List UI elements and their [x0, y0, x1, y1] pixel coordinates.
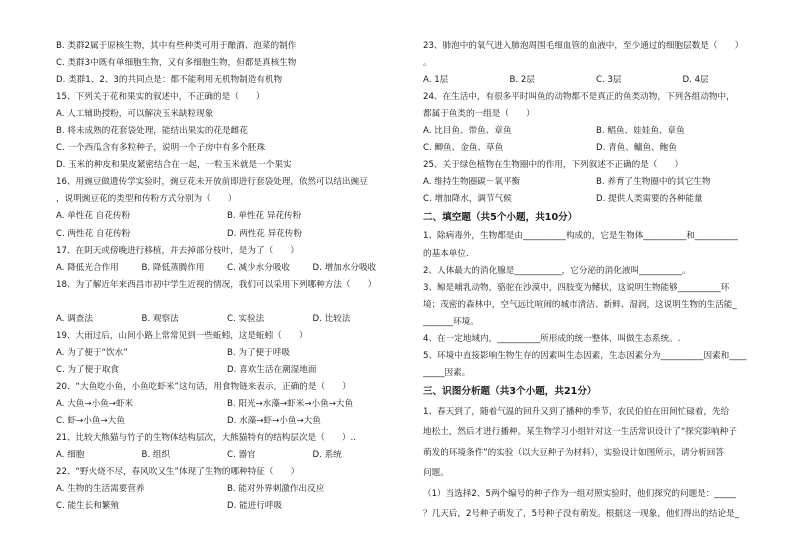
section-heading: 二、填空题（共5个小题，共10分） — [423, 212, 578, 224]
text-line — [56, 294, 398, 311]
option-item: B. 阳光→水藻→虾米→小鱼→大鱼 — [227, 398, 354, 409]
text-line: C. 一个西瓜含有多粒种子，说明一个子房中有多个胚珠 — [56, 143, 266, 154]
text-line: 15、下列关于花和果实的叙述中，不正确的是（ ） — [56, 92, 265, 103]
option-item: D. 比较法 — [312, 313, 351, 324]
option-item: C. 两性花 自花传粉 — [56, 228, 131, 239]
option-item: C. 虾→小鱼→大鱼 — [56, 416, 125, 427]
option-item: C. 增加降水，调节气候 — [423, 194, 512, 205]
text-line: 1、除病毒外，生物都是由__________构成的，它是生物体__________和__________ — [423, 231, 738, 242]
section-heading: 三、识图分析题（共3个小题，共21分） — [423, 385, 597, 397]
text-line: B. 将未成熟的花套袋处理，能结出果实的花是雌花 — [56, 126, 248, 137]
option-item: B. 鲳鱼、娃娃鱼、章鱼 — [596, 126, 685, 137]
option-item: A. 比目鱼、带鱼、章鱼 — [423, 126, 512, 137]
text-line: 问题。 — [423, 468, 449, 479]
option-item: B. 降低蒸腾作用 — [141, 262, 205, 273]
option-row — [56, 311, 398, 328]
text-line: D. 玉米的种皮和果皮紧密结合在一起，一粒玉米就是一个果实 — [56, 160, 292, 171]
option-item: D. 喜欢生活在潮湿地面 — [227, 364, 317, 375]
text-line: 都属于鱼类的一组是（ ） — [423, 109, 535, 120]
option-item: D. 提供人类需要的各种能量 — [596, 194, 703, 205]
text-line: 。 — [423, 58, 432, 69]
option-item: D. 青鱼、鳙鱼、鲍鱼 — [596, 143, 677, 154]
option-row — [423, 191, 769, 208]
option-item: A. 为了便于“饮水” — [56, 347, 128, 358]
text-line: 24、在生活中，有很多平时叫鱼的动物都不是真正的鱼类动物，下列各组动物中， — [423, 92, 735, 103]
option-item: A. 单性花 自花传粉 — [56, 211, 131, 222]
option-row — [56, 481, 398, 498]
option-row — [56, 226, 398, 243]
text-line: 18、为了解近年来西昌市初中学生近视的情况，我们可以采用下列哪种方法（ ） — [56, 279, 377, 290]
left-column — [56, 38, 398, 515]
option-item: B. 组织 — [141, 450, 171, 461]
text-line: _____因素。 — [423, 367, 471, 378]
option-item: D. 4层 — [682, 75, 709, 86]
option-item: C. 鲫鱼、金鱼、草鱼 — [423, 143, 504, 154]
option-item: B. 为了便于呼吸 — [227, 347, 290, 358]
text-line: （1）当选择2、5两个编号的种子作为一组对照实验时，他们探究的问题是：_____ — [423, 488, 736, 499]
option-row — [423, 72, 769, 89]
text-line: 4、在一定地域内，__________所形成的统一整体，叫做生态系统。. — [423, 333, 681, 344]
option-item: D. 系统 — [312, 450, 342, 461]
text-line: A. 人工辅助授粉，可以解决玉米缺粒现象 — [56, 109, 214, 120]
text-line: 16、用豌豆做遗传学实验时，豌豆花未开放前即进行套袋处理，依然可以结出豌豆 — [56, 177, 368, 188]
text-line: C. 类群3中既有单细胞生物，又有多细胞生物，但都是真核生物 — [56, 58, 297, 69]
text-line: 19、大雨过后，山间小路上常常见到一些蚯蚓，这是蚯蚓（ ） — [56, 330, 308, 341]
text-line: 1、春天到了，随着气温的回升又到了播种的季节，农民伯伯在田间忙碌着，先给 — [423, 406, 730, 417]
option-row — [56, 498, 398, 515]
text-line: 地松土，然后才进行播种。某生物学习小组针对这一生活常识设计了“探究影响种子 — [423, 427, 737, 438]
option-row — [56, 447, 398, 464]
text-line: D. 类群1、2、3的共同点是：都不能利用无机物制造有机物 — [56, 75, 283, 86]
option-item: A. 调查法 — [56, 313, 93, 324]
text-line: 23、肺泡中的氧气进入肺泡周围毛细血管的血液中，至少通过的细胞层数是（ ） — [423, 41, 744, 51]
text-line: 5、环境中直接影响生物生存的因素叫生态因素，生态因素分为__________因素和____ — [423, 350, 747, 361]
option-item: A. 大鱼→小鱼→虾米 — [56, 398, 134, 409]
option-item: C. 实验法 — [227, 313, 265, 324]
option-row — [423, 140, 769, 157]
option-item: A. 生物的生活需要营养 — [56, 484, 145, 495]
text-line: 25、关于绿色植物在生物圈中的作用，下列叙述不正确的是（ ） — [423, 160, 684, 171]
option-item: B. 2层 — [509, 75, 535, 86]
option-item: C. 减少水分吸收 — [227, 262, 291, 273]
option-item: A. 细胞 — [56, 450, 85, 461]
option-row — [423, 174, 769, 191]
option-row — [56, 260, 398, 277]
option-item: D. 水藻→虾→小鱼→大鱼 — [227, 416, 321, 427]
text-line: 21、比较大熊猫与竹子的生物体结构层次，大熊猫特有的结构层次是（ ）.. — [56, 433, 356, 444]
text-line: 境；茂密的森林中，空气远比喧闹的城市清洁、新鲜、湿润，这说明生物的生活能_ — [423, 299, 737, 310]
option-row — [56, 208, 398, 225]
text-line: 3、鲸是哺乳动物，骆驼在沙漠中，四肢变为鳍状，这说明生物能够__________环 — [423, 282, 730, 293]
option-item: D. 两性花 异花传粉 — [227, 228, 302, 239]
text-line: ？几天后，2号种子萌发了，5号种子没有萌发。根据这一现象，他们得出的结论是_ — [423, 509, 740, 520]
option-item: A. 维持生物圈碳－氧平衡 — [423, 177, 521, 188]
option-item: C. 能生长和繁殖 — [56, 501, 120, 512]
option-row — [56, 362, 398, 379]
text-line: 萌发的环境条件”的实验（以大豆种子为材料），实验设计如图所示，请分析回答 — [423, 447, 724, 458]
text-line: ，说明豌豆花的类型和传粉方式分别为（ ） — [56, 194, 237, 205]
option-item: C. 为了便于取食 — [56, 364, 120, 375]
text-line: B. 类群2属于原核生物，其中有些种类可用于酿酒、泡菜的制作 — [56, 41, 297, 51]
text-line: 20、“大鱼吃小鱼，小鱼吃虾米”这句话，用食物链来表示，正确的是（ ） — [56, 381, 351, 392]
option-item: D. 增加水分吸收 — [312, 262, 377, 273]
text-line: 17、在阴天或傍晚进行移植，并去掉部分枝叶，是为了（ ） — [56, 245, 299, 256]
option-item: D. 能进行呼吸 — [227, 501, 283, 512]
option-row — [423, 123, 769, 140]
text-line: _______环境。 — [423, 316, 479, 327]
option-item: C. 3层 — [596, 75, 622, 86]
option-item: B. 养育了生物圈中的其它生物 — [596, 177, 711, 188]
option-row — [56, 413, 398, 430]
text-line: 22、“野火烧不尽，春风吹又生”体现了生物的哪种特征（ ） — [56, 467, 300, 478]
right-column — [423, 38, 769, 525]
option-item: B. 观察法 — [141, 313, 179, 324]
option-item: A. 降低光合作用 — [56, 262, 119, 273]
text-line: 的基本单位. — [423, 248, 469, 259]
option-row — [56, 396, 398, 413]
option-item: B. 能对外界刺激作出反应 — [227, 484, 325, 495]
option-row — [56, 345, 398, 362]
option-item: A. 1层 — [423, 75, 449, 86]
option-item: B. 单性花 异花传粉 — [227, 211, 302, 222]
option-item: C. 器官 — [227, 450, 256, 461]
text-line: 2、人体最大的消化腺是___________，它分泌的消化液叫__________。 — [423, 265, 691, 276]
